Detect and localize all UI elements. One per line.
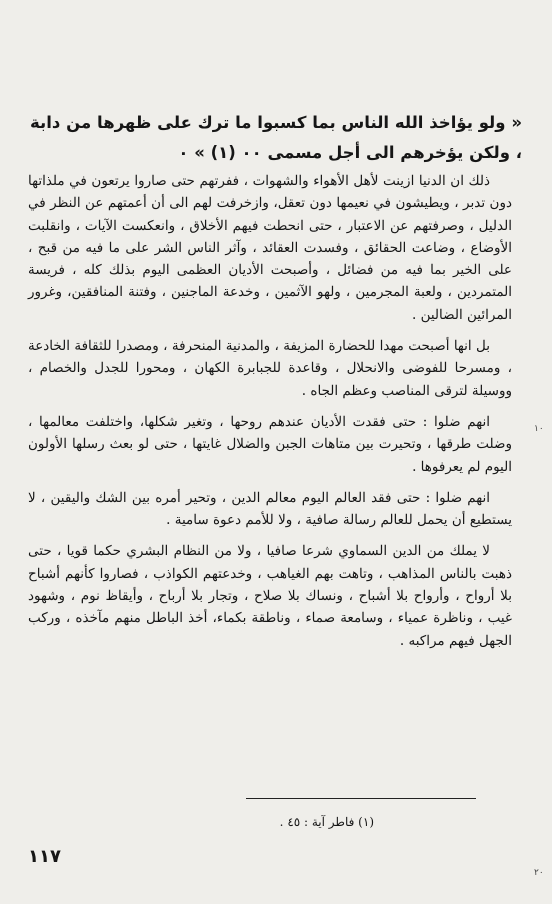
paragraph-2: بل انها أصبحت مهدا للحضارة المزيفة ، والمدنية المنحرفة ، ومصدرا للثقافة الخادعة ، ومسرحا للفوضى والانحلال ، وقاعدة للجبابرة الكهان ، ومحورا للجدل والخصام ، ووسيلة لترقى المناصب وعظم الجاه . — [28, 338, 512, 399]
paragraph-4: انهم ضلوا : حتى فقد العالم اليوم معالم الدين ، وتحير أمره بين الشك واليقين ، لا يستطيع أن يحمل للعالم رسالة صافية ، ولا للأمم دعوة سامية . — [28, 489, 512, 529]
footnote-divider — [246, 798, 476, 799]
page-number: ١١٧ — [28, 846, 61, 867]
quran-verse-quote: « ولو يؤاخذ الله الناس بما كسبوا ما ترك على ظهرها من دابة ، ولكن يؤخرهم الى أجل مسمى ٠٠ (١) » ٠ — [30, 113, 522, 162]
margin-mark-1: ١٠ — [534, 424, 544, 434]
paragraph-1: ذلك ان الدنيا ازينت لأهل الأهواء والشهوات ، ففرتهم حتى صاروا يرتعون في ملذاتها دون تدبر ، ويطيشون في نعيمها دون تعقل، وازخرفت لهم الى أن أعمتهم عن النظر في الدليل ، وصرفتهم عن الاعتبار ، حتى انحطت فيهم الأخلاق ، وانعكست الآيات ، وانقلبت الأوضاع ، وضاعت الحقائق ، وفسدت العقائد ، وآثر الناس الشر على ما فيه من قبح ، على الخير بما فيه من فضائل ، وأصبحت الأديان العظمى اليوم بذلك كله ، فريسة المتمردين ، ولعبة المجرمين ، ولهو الآثمين ، وخدعة الماجنين ، وفتنة المنافقين، وغرور المرائين الضالين . — [28, 173, 512, 323]
paragraph-3: انهم ضلوا : حتى فقدت الأديان عندهم روحها ، وتغير شكلها، واختلفت معالمها ، وضلت طرقها ، وتحيرت بين متاهات الجبن والضلال غايتها ، حتى لو بعث رسلها الأولون اليوم لم يعرفوها . — [28, 413, 512, 475]
body-text — [28, 170, 512, 661]
paragraph-5: لا يملك من الدين السماوي شرعا صافيا ، ولا من النظام البشري حكما قويا ، حتى ذهبت بالناس المذاهب ، وتاهت بهم الغياهب ، وخدعتهم الكواذب ، فصاروا كأنهم أشباح بلا أرواح ، وأرواح بلا أشباح ، ونساك بلا صلاح ، وتجار بلا أرباح ، وأيقاظ نوم ، وشهود غيب ، وناظرة عمياء ، وسامعة صماء ، وناطقة بكماء، أخذ الباطل منهم مآخذه ، وركب الجهل فيهم مراكبه . — [28, 543, 512, 649]
margin-mark-2: ٢٠ — [534, 868, 544, 878]
footnote: (١) فاطر آية : ٤٥ . — [279, 815, 374, 829]
